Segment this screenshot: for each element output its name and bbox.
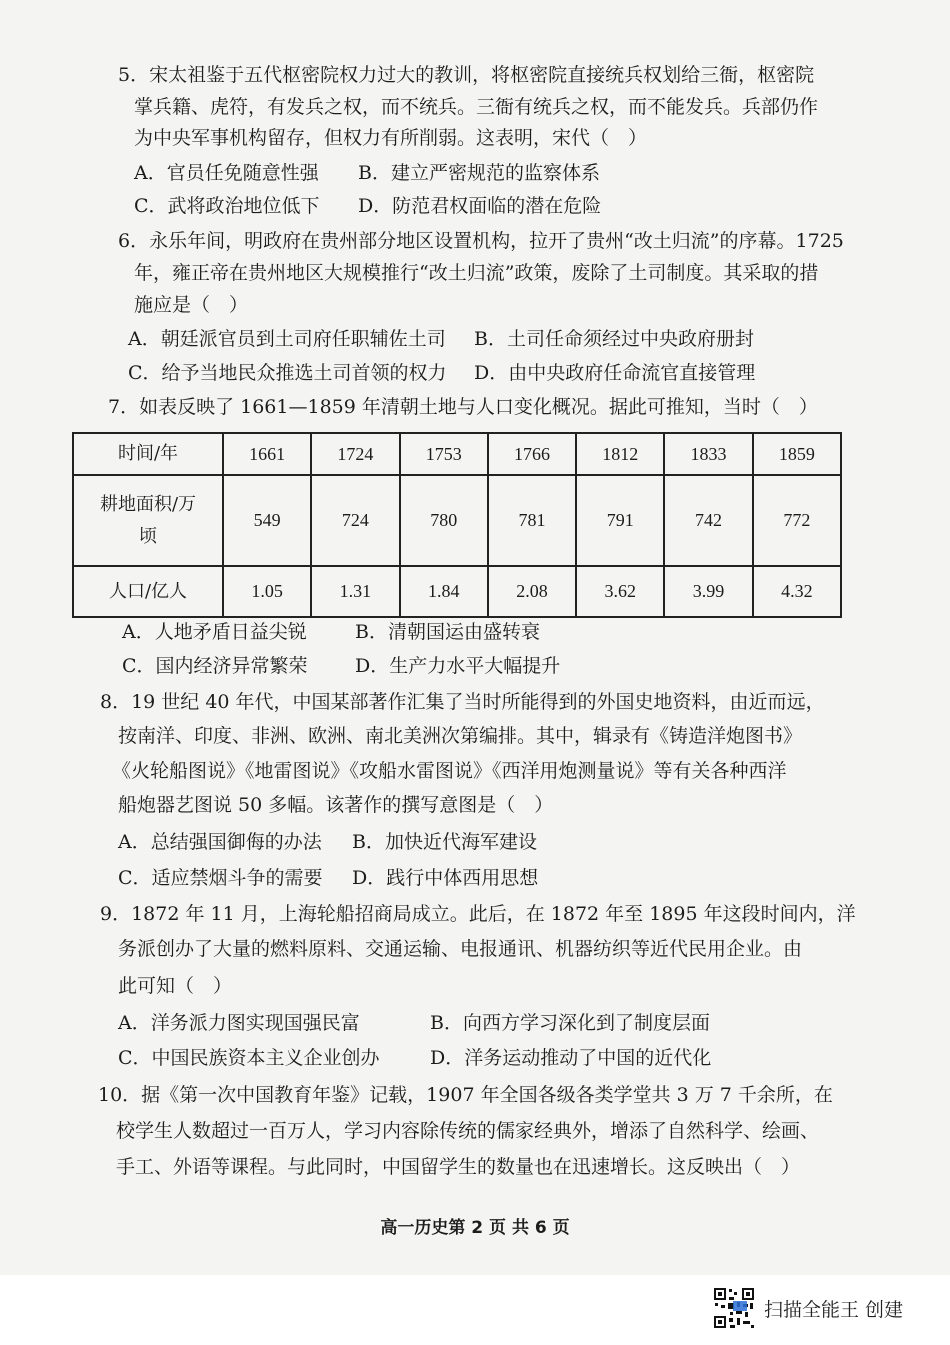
q9-option-a: A．洋务派力图实现国强民富 bbox=[118, 1012, 360, 1034]
table-cell-population: 1.31 bbox=[311, 566, 399, 617]
table-row-population bbox=[73, 566, 841, 617]
q8-stem-line-2: 按南洋、印度、非洲、欧洲、南北美洲次第编排。其中，辑录有《铸造洋炮图书》 bbox=[118, 725, 803, 747]
q6-option-c: C．给予当地民众推选土司首领的权力 bbox=[128, 362, 447, 384]
q7-option-b: B．清朝国运由盛转衰 bbox=[355, 621, 540, 643]
q8-option-d: D．践行中体西用思想 bbox=[352, 867, 539, 889]
table-cell-population: 4.32 bbox=[753, 566, 841, 617]
q7-stem: 7．如表反映了 1661—1859 年清朝土地与人口变化概况。据此可推知，当时（ ） bbox=[108, 396, 818, 418]
scanner-label: 扫描全能王 创建 bbox=[764, 1299, 904, 1321]
q9-option-b: B．向西方学习深化到了制度层面 bbox=[430, 1012, 710, 1034]
q6-stem-line-3: 施应是（ ） bbox=[134, 294, 249, 316]
table-cell-year: 1859 bbox=[753, 433, 841, 475]
q8-option-a: A．总结强国御侮的办法 bbox=[118, 831, 322, 853]
table-header-land: 耕地面积/万顷 bbox=[73, 475, 223, 566]
q8-option-c: C．适应禁烟斗争的需要 bbox=[118, 867, 323, 889]
table-cell-year: 1833 bbox=[664, 433, 752, 475]
q8-stem-line-4: 船炮器艺图说 50 多幅。该著作的撰写意图是（ ） bbox=[118, 794, 554, 816]
q9-option-d: D．洋务运动推动了中国的近代化 bbox=[430, 1047, 712, 1069]
q7-option-a: A．人地矛盾日益尖锐 bbox=[122, 621, 307, 643]
table-cell-population: 3.62 bbox=[576, 566, 664, 617]
q8-stem-line-1: 8．19 世纪 40 年代，中国某部著作汇集了当时所能得到的外国史地资料，由近而远， bbox=[100, 691, 825, 713]
q9-stem-line-2: 务派创办了大量的燃料原料、交通运输、电报通讯、机器纺织等近代民用企业。由 bbox=[118, 938, 803, 960]
table-cell-land: 549 bbox=[223, 475, 311, 566]
q6-option-b: B．土司任命须经过中央政府册封 bbox=[474, 328, 754, 350]
table-row-land bbox=[73, 475, 841, 566]
q10-stem-line-3: 手工、外语等课程。与此同时，中国留学生的数量也在迅速增长。这反映出（ ） bbox=[116, 1156, 801, 1178]
q6-stem-line-2: 年，雍正帝在贵州地区大规模推行“改土归流”政策，废除了土司制度。其采取的措 bbox=[134, 262, 819, 284]
q6-option-a: A．朝廷派官员到土司府任职辅佐土司 bbox=[128, 328, 446, 350]
table-cell-land: 724 bbox=[311, 475, 399, 566]
q8-option-b: B．加快近代海军建设 bbox=[352, 831, 537, 853]
q5-stem-line-3: 为中央军事机构留存，但权力有所削弱。这表明，宋代（ ） bbox=[134, 127, 648, 149]
q7-option-d: D．生产力水平大幅提升 bbox=[355, 655, 561, 677]
table-cell-population: 3.99 bbox=[664, 566, 752, 617]
table-cell-year: 1812 bbox=[576, 433, 664, 475]
qr-code-icon bbox=[713, 1287, 755, 1329]
table-cell-population: 1.84 bbox=[400, 566, 488, 617]
land-population-table bbox=[72, 432, 842, 618]
table-cell-year: 1753 bbox=[400, 433, 488, 475]
q6-stem-line-1: 6．永乐年间，明政府在贵州部分地区设置机构，拉开了贵州“改土归流”的序幕。1725 bbox=[118, 230, 844, 252]
q5-stem-line-1: 5．宋太祖鉴于五代枢密院权力过大的教训，将枢密院直接统兵权划给三衙，枢密院 bbox=[118, 64, 815, 86]
table-cell-population: 2.08 bbox=[488, 566, 576, 617]
q5-stem-line-2: 掌兵籍、虎符，有发兵之权，而不统兵。三衙有统兵之权，而不能发兵。兵部仍作 bbox=[134, 96, 819, 118]
q9-stem-line-1: 9．1872 年 11 月，上海轮船招商局成立。此后，在 1872 年至 1895 年这段时间内，洋 bbox=[100, 903, 856, 925]
q9-stem-line-3: 此可知（ ） bbox=[118, 975, 233, 997]
table-cell-population: 1.05 bbox=[223, 566, 311, 617]
table-cell-land: 780 bbox=[400, 475, 488, 566]
q5-option-c: C．武将政治地位低下 bbox=[134, 195, 320, 217]
q10-stem-line-2: 校学生人数超过一百万人，学习内容除传统的儒家经典外，增添了自然科学、绘画、 bbox=[116, 1120, 820, 1142]
table-cell-land: 791 bbox=[576, 475, 664, 566]
q6-option-d: D．由中央政府任命流官直接管理 bbox=[474, 362, 756, 384]
table-header-population: 人口/亿人 bbox=[73, 566, 223, 617]
table-header-year: 时间/年 bbox=[73, 433, 223, 475]
q5-option-d: D．防范君权面临的潜在危险 bbox=[358, 195, 602, 217]
table-cell-year: 1766 bbox=[488, 433, 576, 475]
table-cell-year: 1661 bbox=[223, 433, 311, 475]
table-cell-land: 742 bbox=[664, 475, 752, 566]
page-footer: 高一历史第 2 页 共 6 页 bbox=[380, 1218, 570, 1238]
q9-option-c: C．中国民族资本主义企业创办 bbox=[118, 1047, 380, 1069]
q5-option-a: A．官员任免随意性强 bbox=[134, 162, 319, 184]
q8-stem-line-3: 《火轮船图说》《地雷图说》《攻船水雷图说》《西洋用炮测量说》等有关各种西洋 bbox=[112, 760, 787, 782]
q10-stem-line-1: 10．据《第一次中国教育年鉴》记载，1907 年全国各级各类学堂共 3 万 7 千余所，在 bbox=[98, 1084, 833, 1106]
table-cell-land: 781 bbox=[488, 475, 576, 566]
table-cell-land: 772 bbox=[753, 475, 841, 566]
table-row-years bbox=[73, 433, 841, 475]
q5-option-b: B．建立严密规范的监察体系 bbox=[358, 162, 600, 184]
table-cell-year: 1724 bbox=[311, 433, 399, 475]
q7-option-c: C．国内经济异常繁荣 bbox=[122, 655, 308, 677]
